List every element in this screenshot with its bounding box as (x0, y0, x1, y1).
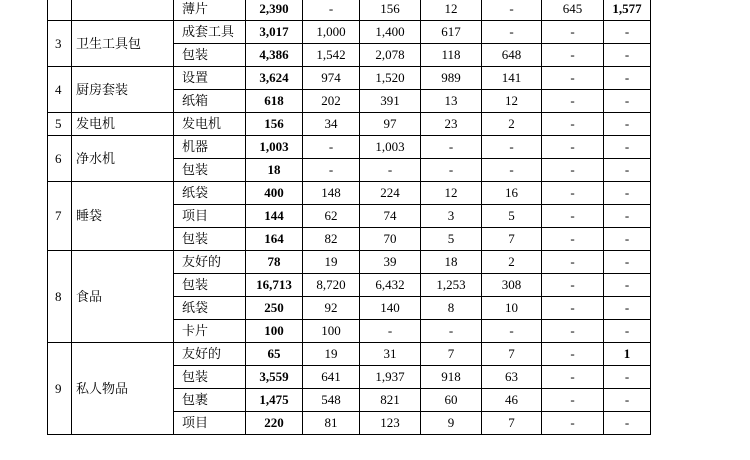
value-cell: - (542, 366, 604, 389)
value-cell: 34 (303, 113, 360, 136)
unit-cell: 包装 (174, 228, 246, 251)
total-cell: 2,390 (246, 0, 303, 21)
value-cell: 918 (421, 366, 482, 389)
total-cell: 3,624 (246, 67, 303, 90)
item-number-cell: 9 (48, 343, 72, 435)
relief-items-table (47, 0, 651, 435)
value-cell: 1,003 (360, 136, 421, 159)
value-cell: 8,720 (303, 274, 360, 297)
value-cell: 821 (360, 389, 421, 412)
value-cell: 8 (421, 297, 482, 320)
value-cell: 19 (303, 343, 360, 366)
value-cell: - (542, 389, 604, 412)
unit-cell: 纸袋 (174, 297, 246, 320)
value-cell: - (604, 205, 651, 228)
value-cell: 148 (303, 182, 360, 205)
value-cell: 16 (482, 182, 542, 205)
unit-cell: 卡片 (174, 320, 246, 343)
value-cell: 7 (482, 412, 542, 435)
value-cell: 46 (482, 389, 542, 412)
value-cell: 19 (303, 251, 360, 274)
total-cell: 16,713 (246, 274, 303, 297)
value-cell: - (542, 90, 604, 113)
value-cell: 18 (421, 251, 482, 274)
value-cell: 1,400 (360, 21, 421, 44)
value-cell: 1,542 (303, 44, 360, 67)
table-row (48, 67, 651, 90)
total-cell: 156 (246, 113, 303, 136)
value-cell: - (542, 343, 604, 366)
item-name-cell: 厨房套装 (72, 67, 174, 113)
unit-cell: 包装 (174, 274, 246, 297)
value-cell: - (542, 136, 604, 159)
total-cell: 78 (246, 251, 303, 274)
value-cell: - (482, 159, 542, 182)
value-cell: - (542, 274, 604, 297)
unit-cell: 成套工具 (174, 21, 246, 44)
table-row (48, 136, 651, 159)
item-name-cell: 食品 (72, 251, 174, 343)
value-cell: - (604, 113, 651, 136)
item-number-cell: 4 (48, 67, 72, 113)
value-cell: - (604, 159, 651, 182)
value-cell: 1 (604, 343, 651, 366)
unit-cell: 友好的 (174, 251, 246, 274)
item-name-cell: 卫生工具包 (72, 21, 174, 67)
unit-cell: 包装 (174, 159, 246, 182)
value-cell: - (542, 251, 604, 274)
total-cell: 3,559 (246, 366, 303, 389)
value-cell: 1,520 (360, 67, 421, 90)
value-cell: 7 (482, 343, 542, 366)
item-name-cell: 净水机 (72, 136, 174, 182)
value-cell: 12 (421, 182, 482, 205)
total-cell: 100 (246, 320, 303, 343)
value-cell: - (604, 320, 651, 343)
value-cell: 5 (421, 228, 482, 251)
unit-cell: 纸箱 (174, 90, 246, 113)
value-cell: - (482, 320, 542, 343)
total-cell: 400 (246, 182, 303, 205)
unit-cell: 项目 (174, 412, 246, 435)
value-cell: - (604, 228, 651, 251)
item-number-cell (48, 0, 72, 21)
value-cell: 13 (421, 90, 482, 113)
value-cell: 9 (421, 412, 482, 435)
value-cell: 5 (482, 205, 542, 228)
unit-cell: 包装 (174, 366, 246, 389)
unit-cell: 包裹 (174, 389, 246, 412)
value-cell: 97 (360, 113, 421, 136)
value-cell: - (604, 274, 651, 297)
value-cell: - (421, 159, 482, 182)
value-cell: 1,000 (303, 21, 360, 44)
value-cell: 81 (303, 412, 360, 435)
table-row (48, 113, 651, 136)
value-cell: 7 (482, 228, 542, 251)
value-cell: - (604, 389, 651, 412)
value-cell: - (421, 320, 482, 343)
table-row (48, 182, 651, 205)
item-number-cell: 8 (48, 251, 72, 343)
value-cell: - (542, 412, 604, 435)
item-number-cell: 6 (48, 136, 72, 182)
value-cell: 62 (303, 205, 360, 228)
value-cell: - (604, 297, 651, 320)
value-cell: 23 (421, 113, 482, 136)
value-cell: 156 (360, 0, 421, 21)
value-cell: 100 (303, 320, 360, 343)
value-cell: 641 (303, 366, 360, 389)
value-cell: - (542, 159, 604, 182)
value-cell: 2,078 (360, 44, 421, 67)
total-cell: 250 (246, 297, 303, 320)
value-cell: 974 (303, 67, 360, 90)
value-cell: 7 (421, 343, 482, 366)
unit-cell: 友好的 (174, 343, 246, 366)
total-cell: 1,003 (246, 136, 303, 159)
unit-cell: 纸袋 (174, 182, 246, 205)
table-row (48, 251, 651, 274)
value-cell: - (482, 0, 542, 21)
value-cell: 617 (421, 21, 482, 44)
value-cell: 989 (421, 67, 482, 90)
unit-cell: 薄片 (174, 0, 246, 21)
value-cell: - (604, 136, 651, 159)
value-cell: 2 (482, 251, 542, 274)
item-number-cell: 5 (48, 113, 72, 136)
item-name-cell: 睡袋 (72, 182, 174, 251)
table-row (48, 21, 651, 44)
value-cell: 118 (421, 44, 482, 67)
value-cell: - (604, 182, 651, 205)
value-cell: 3 (421, 205, 482, 228)
value-cell: 548 (303, 389, 360, 412)
value-cell: 92 (303, 297, 360, 320)
value-cell: - (604, 366, 651, 389)
value-cell: - (542, 320, 604, 343)
unit-cell: 机器 (174, 136, 246, 159)
value-cell: - (604, 21, 651, 44)
unit-cell: 发电机 (174, 113, 246, 136)
value-cell: 391 (360, 90, 421, 113)
value-cell: - (360, 159, 421, 182)
total-cell: 4,386 (246, 44, 303, 67)
value-cell: 308 (482, 274, 542, 297)
value-cell: - (542, 44, 604, 67)
value-cell: 1,253 (421, 274, 482, 297)
unit-cell: 项目 (174, 205, 246, 228)
unit-cell: 设置 (174, 67, 246, 90)
value-cell: 12 (421, 0, 482, 21)
value-cell: - (360, 320, 421, 343)
value-cell: 141 (482, 67, 542, 90)
value-cell: 648 (482, 44, 542, 67)
value-cell: - (303, 136, 360, 159)
value-cell: 10 (482, 297, 542, 320)
total-cell: 3,017 (246, 21, 303, 44)
value-cell: 1,937 (360, 366, 421, 389)
value-cell: 39 (360, 251, 421, 274)
item-number-cell: 7 (48, 182, 72, 251)
total-cell: 220 (246, 412, 303, 435)
total-cell: 164 (246, 228, 303, 251)
value-cell: 224 (360, 182, 421, 205)
value-cell: 140 (360, 297, 421, 320)
value-cell: - (604, 251, 651, 274)
value-cell: 70 (360, 228, 421, 251)
total-cell: 144 (246, 205, 303, 228)
total-cell: 1,475 (246, 389, 303, 412)
value-cell: - (542, 67, 604, 90)
value-cell: 12 (482, 90, 542, 113)
item-name-cell: 私人物品 (72, 343, 174, 435)
value-cell: - (482, 136, 542, 159)
value-cell: - (542, 228, 604, 251)
value-cell: 74 (360, 205, 421, 228)
value-cell: 1,577 (604, 0, 651, 21)
value-cell: - (421, 136, 482, 159)
value-cell: 63 (482, 366, 542, 389)
value-cell: - (303, 0, 360, 21)
item-number-cell: 3 (48, 21, 72, 67)
value-cell: - (303, 159, 360, 182)
value-cell: - (542, 297, 604, 320)
total-cell: 18 (246, 159, 303, 182)
value-cell: 82 (303, 228, 360, 251)
value-cell: - (604, 90, 651, 113)
value-cell: - (604, 412, 651, 435)
value-cell: - (542, 182, 604, 205)
value-cell: 31 (360, 343, 421, 366)
value-cell: - (542, 21, 604, 44)
item-name-cell: 发电机 (72, 113, 174, 136)
unit-cell: 包装 (174, 44, 246, 67)
value-cell: - (604, 67, 651, 90)
total-cell: 65 (246, 343, 303, 366)
total-cell: 618 (246, 90, 303, 113)
value-cell: 6,432 (360, 274, 421, 297)
value-cell: 60 (421, 389, 482, 412)
value-cell: - (542, 205, 604, 228)
value-cell: - (604, 44, 651, 67)
value-cell: - (542, 113, 604, 136)
value-cell: 645 (542, 0, 604, 21)
item-name-cell (72, 0, 174, 21)
value-cell: - (482, 21, 542, 44)
table-row (48, 343, 651, 366)
value-cell: 2 (482, 113, 542, 136)
value-cell: 202 (303, 90, 360, 113)
value-cell: 123 (360, 412, 421, 435)
